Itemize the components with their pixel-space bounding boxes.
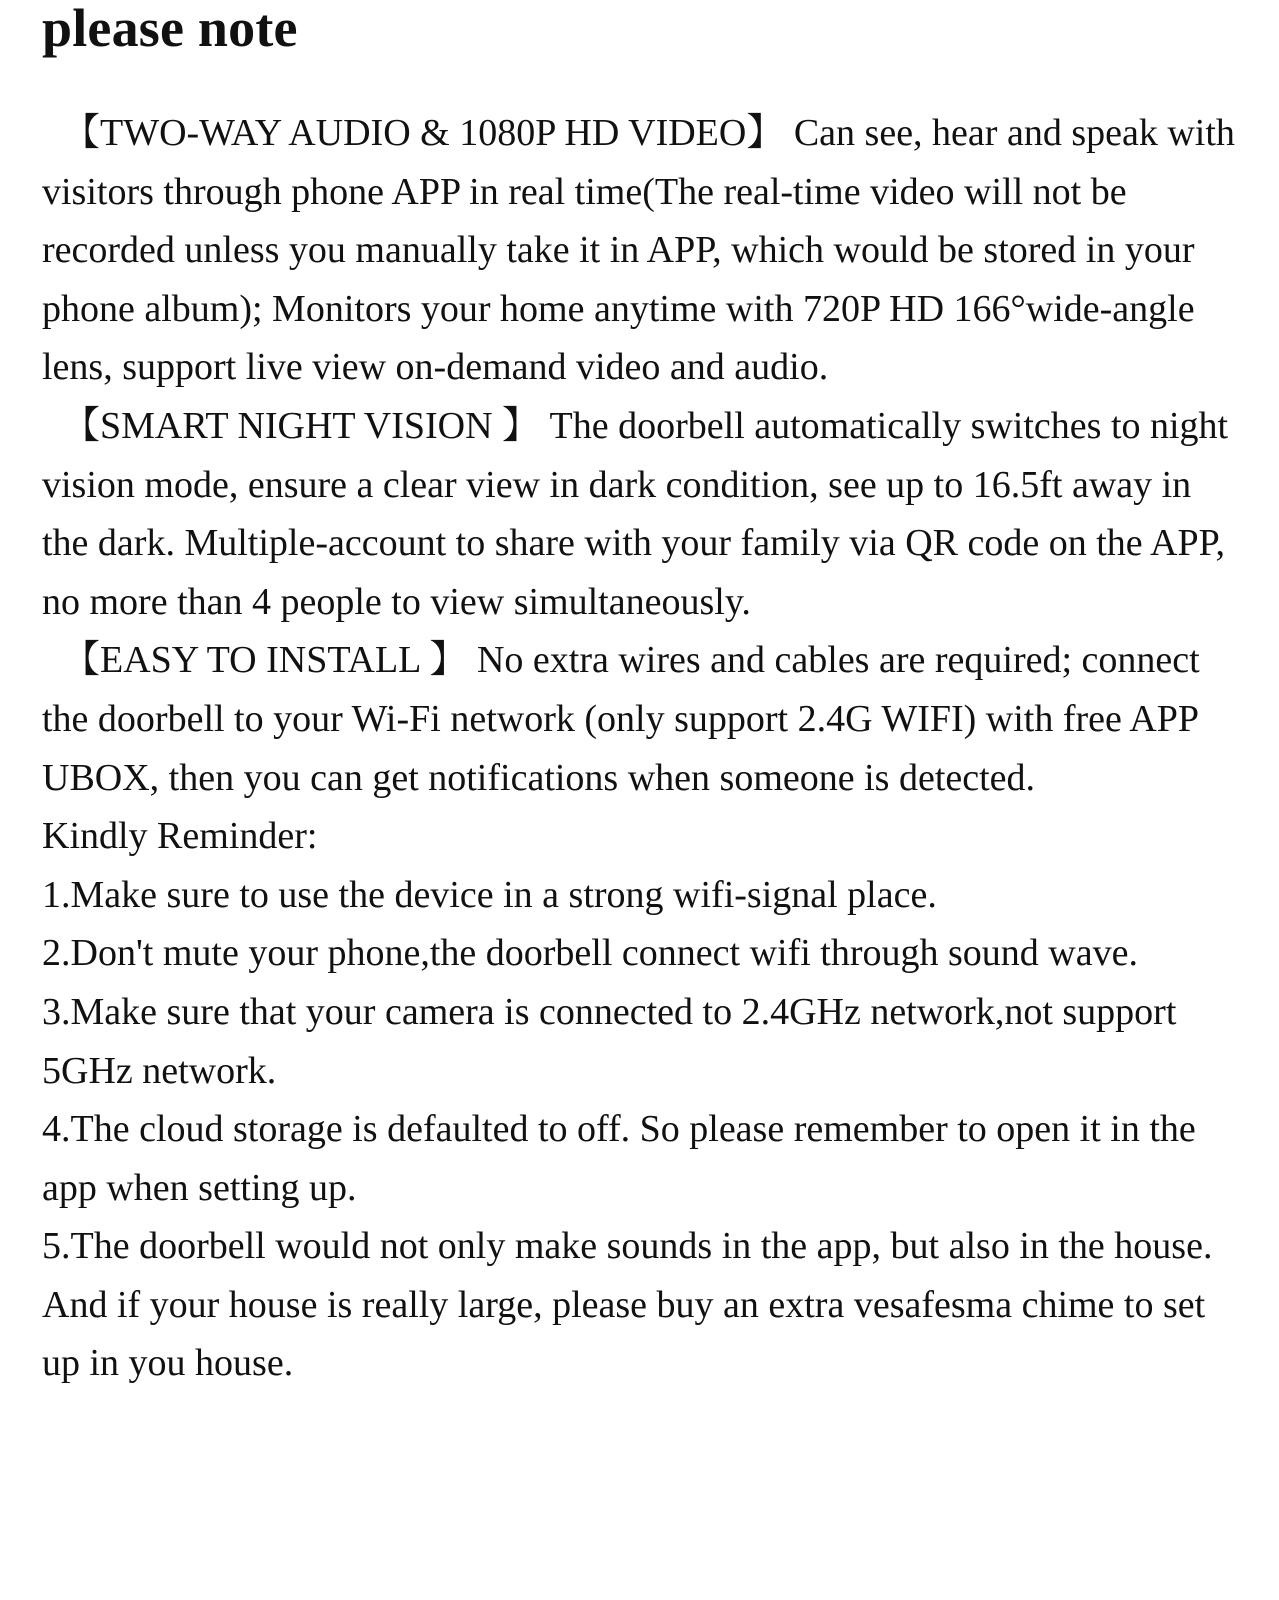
section-two-way-audio bbox=[42, 104, 1242, 397]
section-heading: 【EASY TO INSTALL 】 bbox=[62, 639, 468, 682]
section-heading: 【SMART NIGHT VISION 】 bbox=[62, 404, 541, 447]
reminder-item-5: 5.The doorbell would not only make sounds in the app, but also in the house. And if your house is really large, please buy an extra vesafesma chime to set up in you house. bbox=[42, 1225, 1213, 1385]
reminder-item-4: 4.The cloud storage is defaulted to off. So please remember to open it in the app when setting up. bbox=[42, 1108, 1196, 1209]
document-page bbox=[42, 0, 1242, 1393]
section-body: Can see, hear and speak with visitors through phone APP in real time(The real-time video will not be recorded unless you manually take it in APP, which would be stored in your phone album); Monitors your home anytime with 720P HD 166°wide-angle lens, support live view on-demand video and audio. bbox=[42, 112, 1235, 389]
reminder-label: Kindly Reminder: bbox=[42, 815, 318, 858]
page-title: please note bbox=[42, 0, 298, 58]
section-body: No extra wires and cables are required; connect the doorbell to your Wi-Fi network (only support 2.4G WIFI) with free APP UBOX, then you can get notifications when someone is detected. bbox=[42, 639, 1200, 799]
reminder-item-3: 3.Make sure that your camera is connected to 2.4GHz network,not support 5GHz network. bbox=[42, 990, 1177, 1092]
document-content bbox=[42, 104, 1242, 1393]
reminder-item-1: 1.Make sure to use the device in a strong wifi-signal place. bbox=[42, 873, 937, 916]
section-body: The doorbell automatically switches to night vision mode, ensure a clear view in dark condition, see up to 16.5ft away in the dark. Multiple-account to share with your family via QR code on the APP, no more than 4 people to view simultaneously. bbox=[42, 404, 1229, 623]
reminder-item-2: 2.Don't mute your phone,the doorbell connect wifi through sound wave. bbox=[42, 932, 1138, 975]
section-smart-night-vision bbox=[42, 397, 1242, 631]
section-easy-to-install bbox=[42, 631, 1242, 807]
section-heading: 【TWO-WAY AUDIO & 1080P HD VIDEO】 bbox=[62, 112, 785, 154]
